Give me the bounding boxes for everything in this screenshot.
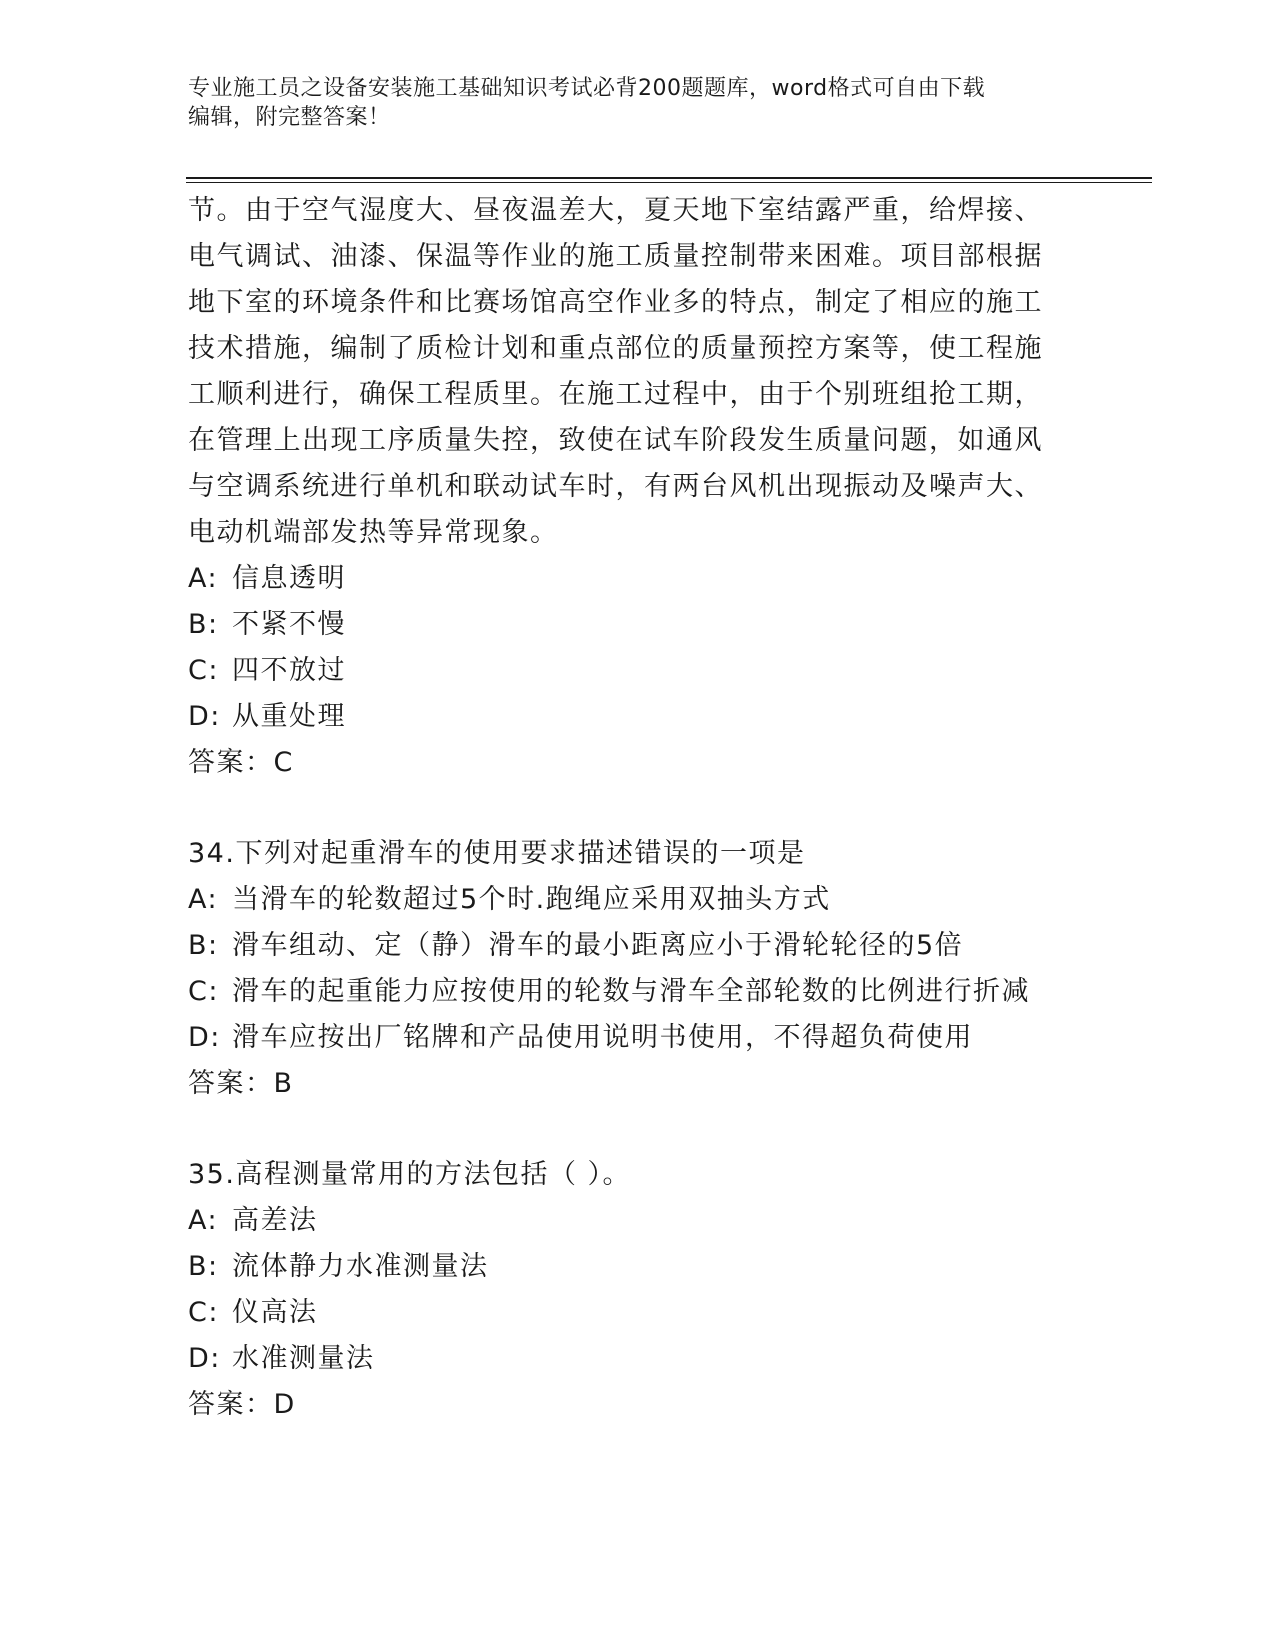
option-letter: A: — [188, 884, 219, 915]
question-33-answer: 答案：C — [188, 747, 294, 778]
option-text: 信息透明 — [232, 563, 346, 594]
question-33-passage — [188, 188, 1088, 556]
question-34-answer: 答案：B — [188, 1068, 294, 1099]
option-letter: D: — [188, 701, 221, 732]
passage-line: 电气调试、油漆、保温等作业的施工质量控制带来困难。项目部根据 — [188, 241, 1043, 272]
option-letter: C: — [188, 655, 219, 686]
option-c — [188, 648, 1088, 694]
option-letter: A: — [188, 1205, 219, 1236]
option-letter: D: — [188, 1343, 221, 1374]
option-letter: B: — [188, 1251, 219, 1282]
passage-line: 电动机端部发热等异常现象。 — [188, 517, 559, 548]
option-text: 当滑车的轮数超过5个时.跑绳应采用双抽头方式 — [232, 884, 831, 915]
question-33-options — [188, 556, 1088, 740]
option-letter: B: — [188, 930, 219, 961]
option-d — [188, 1336, 1088, 1382]
option-text: 从重处理 — [232, 701, 346, 732]
option-text: 高差法 — [232, 1205, 318, 1236]
question-35-answer: 答案：D — [188, 1389, 296, 1420]
spacer — [188, 1107, 1088, 1152]
option-letter: C: — [188, 1297, 219, 1328]
option-d — [188, 694, 1088, 740]
option-b — [188, 1244, 1088, 1290]
question-35-stem: 35.高程测量常用的方法包括（ ）。 — [188, 1159, 632, 1190]
question-35-options — [188, 1198, 1088, 1382]
option-a — [188, 556, 1088, 602]
option-text: 流体静力水准测量法 — [232, 1251, 489, 1282]
question-34-options — [188, 877, 1088, 1061]
option-text: 滑车应按出厂铭牌和产品使用说明书使用，不得超负荷使用 — [232, 1022, 973, 1053]
document-body — [188, 188, 1088, 1428]
page-header — [188, 74, 1068, 132]
option-text: 四不放过 — [232, 655, 346, 686]
header-title-line-1: 专业施工员之设备安装施工基础知识考试必背200题题库，word格式可自由下载 — [188, 76, 986, 101]
option-letter: A: — [188, 563, 219, 594]
option-b — [188, 602, 1088, 648]
passage-line: 地下室的环境条件和比赛场馆高空作业多的特点，制定了相应的施工 — [188, 287, 1043, 318]
option-d — [188, 1015, 1088, 1061]
option-c — [188, 969, 1088, 1015]
passage-line: 在管理上出现工序质量失控，致使在试车阶段发生质量问题，如通风 — [188, 425, 1043, 456]
passage-line: 与空调系统进行单机和联动试车时，有两台风机出现振动及噪声大、 — [188, 471, 1043, 502]
spacer — [188, 786, 1088, 831]
option-text: 滑车组动、定（静）滑车的最小距离应小于滑轮轮径的5倍 — [232, 930, 964, 961]
option-a — [188, 877, 1088, 923]
option-b — [188, 923, 1088, 969]
passage-line: 工顺利进行，确保工程质里。在施工过程中，由于个别班组抢工期， — [188, 379, 1043, 410]
header-title-line-2: 编辑，附完整答案！ — [188, 105, 391, 130]
question-34-stem: 34.下列对起重滑车的使用要求描述错误的一项是 — [188, 838, 806, 869]
option-a — [188, 1198, 1088, 1244]
option-text: 不紧不慢 — [232, 609, 346, 640]
option-letter: D: — [188, 1022, 221, 1053]
header-divider-thick — [186, 177, 1152, 179]
option-text: 仪高法 — [232, 1297, 318, 1328]
option-text: 水准测量法 — [232, 1343, 375, 1374]
option-text: 滑车的起重能力应按使用的轮数与滑车全部轮数的比例进行折减 — [232, 976, 1030, 1007]
option-letter: C: — [188, 976, 219, 1007]
passage-line: 技术措施，编制了质检计划和重点部位的质量预控方案等，使工程施 — [188, 333, 1043, 364]
option-letter: B: — [188, 609, 219, 640]
passage-line: 节。由于空气湿度大、昼夜温差大，夏天地下室结露严重，给焊接、 — [188, 195, 1043, 226]
header-divider-thin — [186, 182, 1152, 183]
option-c — [188, 1290, 1088, 1336]
